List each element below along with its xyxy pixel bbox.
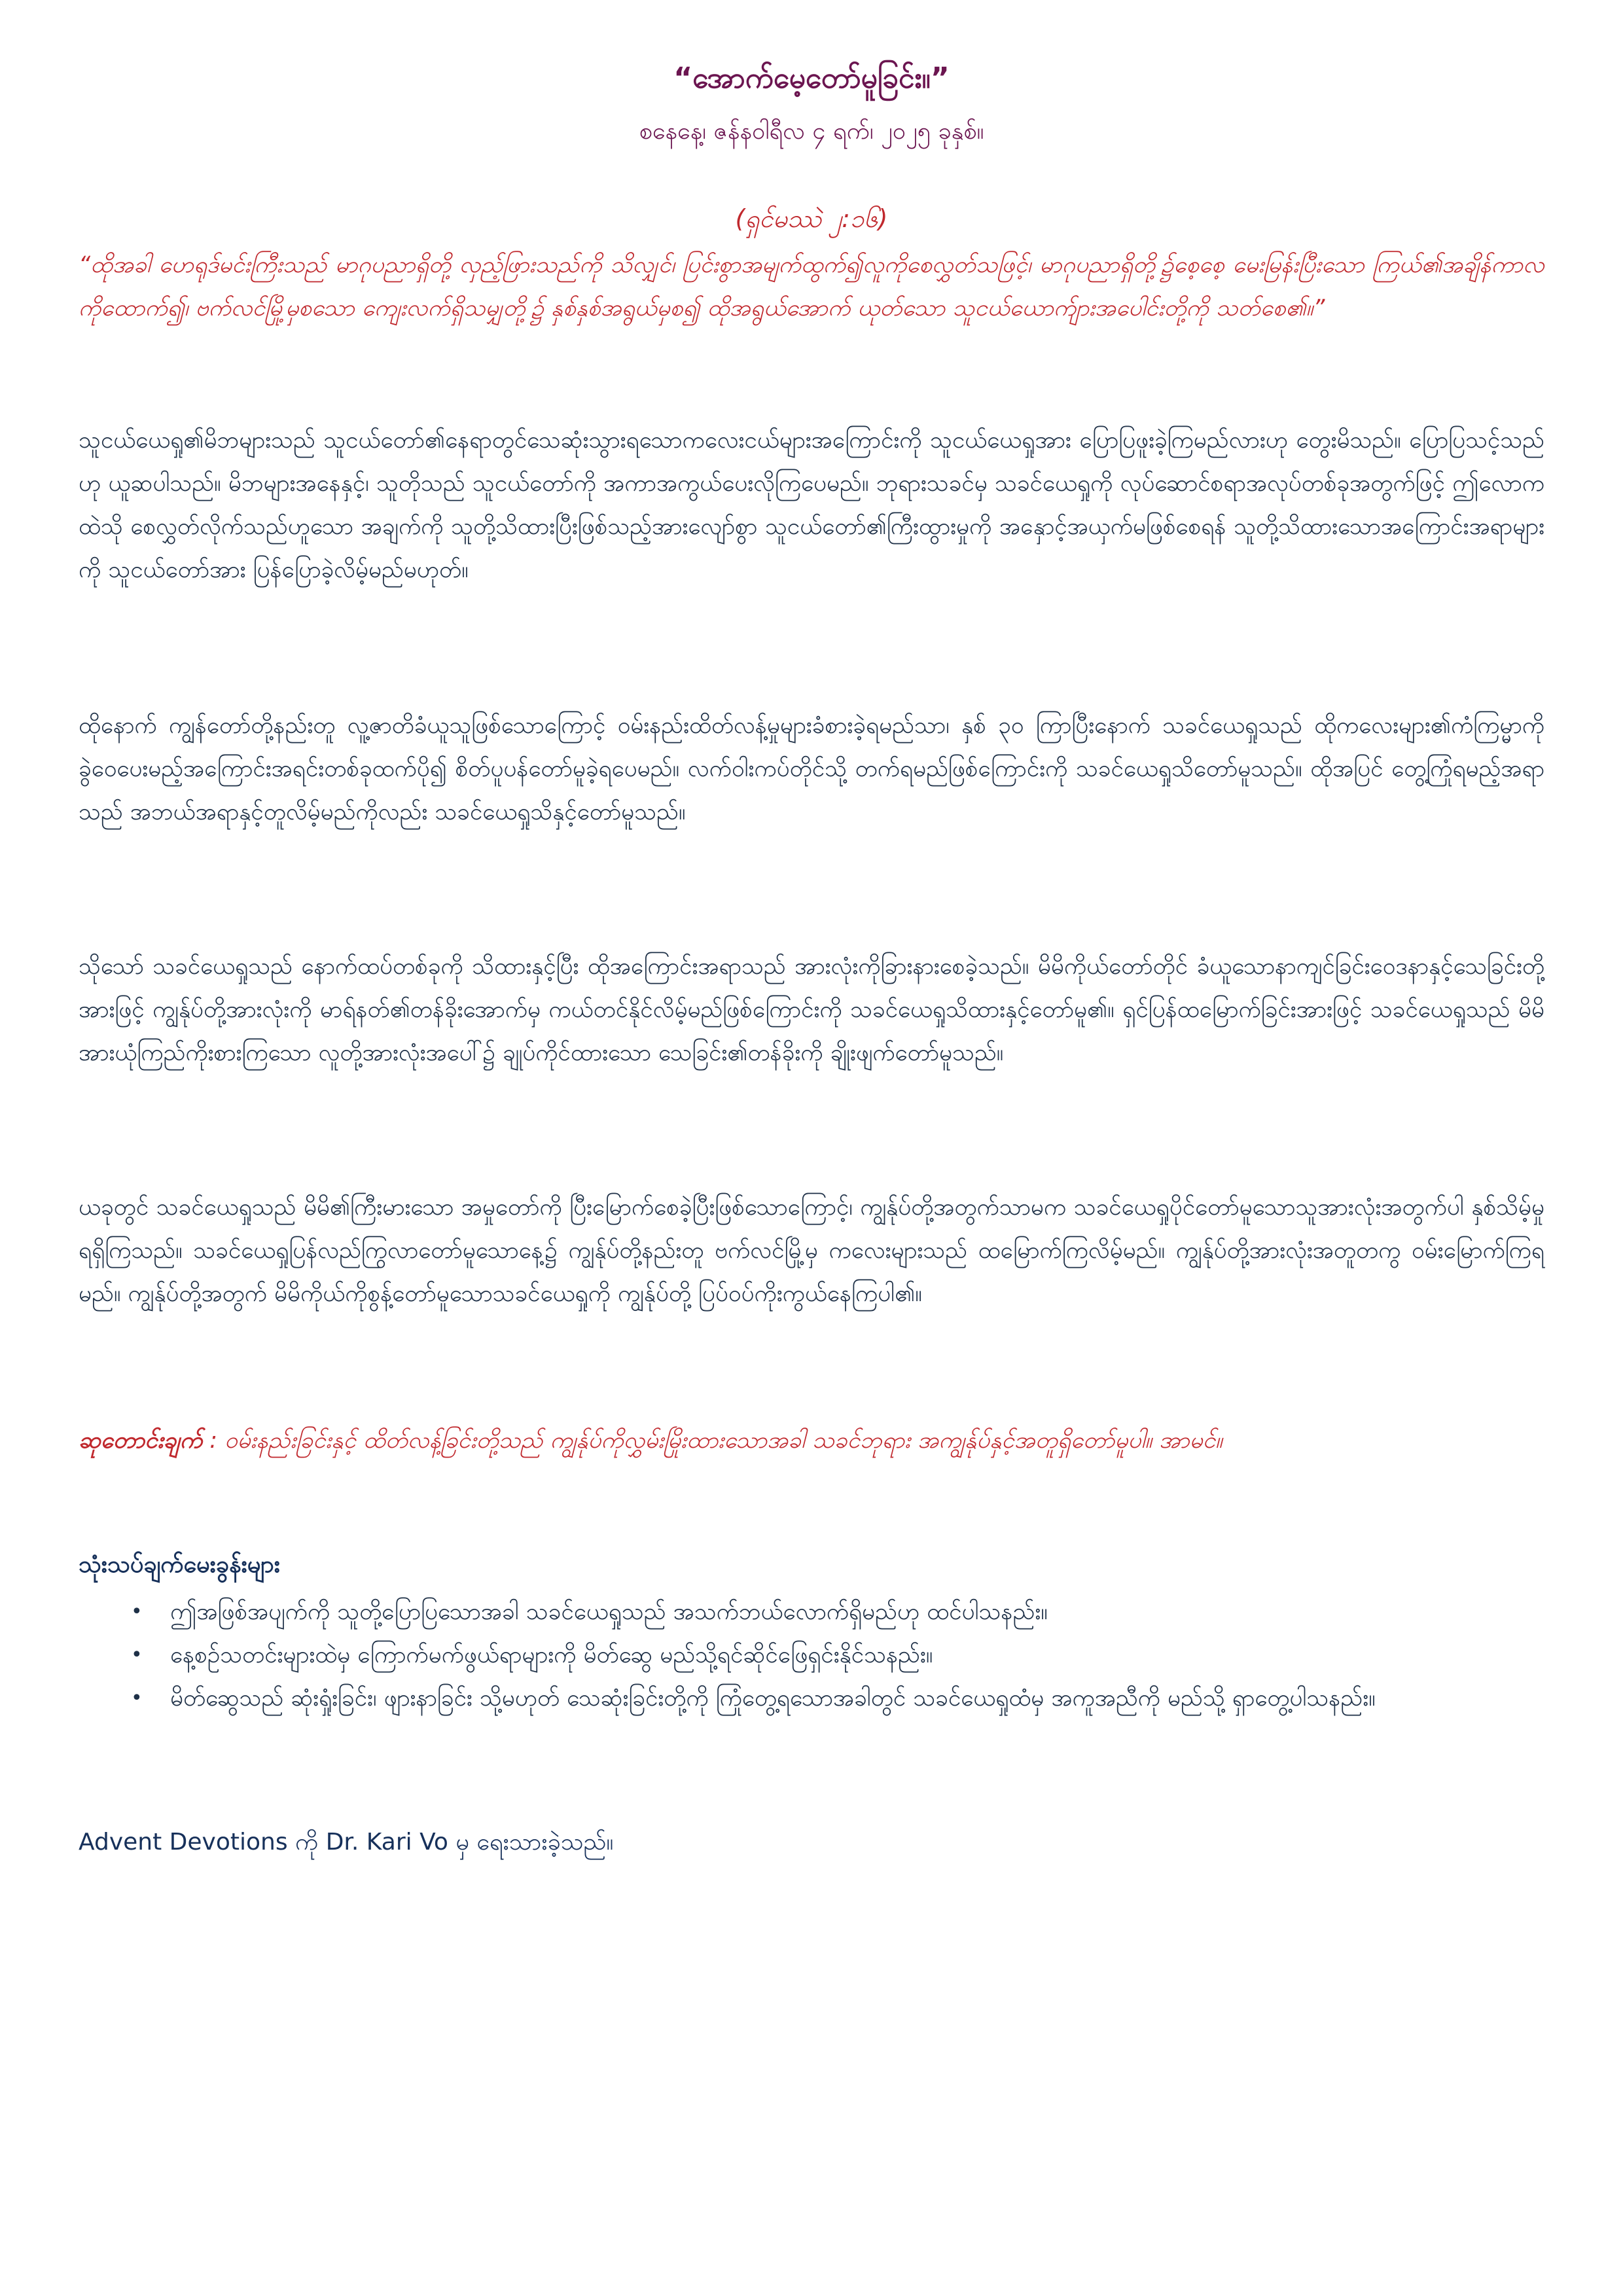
prayer-separator: : <box>202 1427 225 1454</box>
questions-heading: သုံးသပ်ချက်မေးခွန်းများ <box>79 1551 280 1578</box>
bullet-icon: • <box>131 1643 143 1666</box>
body-paragraph-3: သိုသော် သခင်ယေရှုသည် နောက်ထပ်တစ်ခုကို သိထားနှင့်ပြီး ထိုအကြောင်းအရာသည် အားလုံးကိုခြားနားစေခဲ့သည်။ မိမိကိုယ်တော်တိုင် ခံယူသောနာကျင်ခြင်းဝေဒနာနှင့်သေခြင်းတို့အားဖြင့် ကျွန်ုပ်တို့အားလုံးကို မာရ်နတ်၏တန်ခိုးအောက်မှ ကယ်တင်နိုင်လိမ့်မည်ဖြစ်ကြောင်းကို သခင်ယေရှုသိထားနှင့်တော်မူ၏။ ရှင်ပြန်ထမြောက်ခြင်းအားဖြင့် သခင်ယေရှုသည် မိမိအားယုံကြည်ကိုးစားကြသော လူတို့အားလုံးအပေါ်၌ ချုပ်ကိုင်ထားသော သေခြင်း၏တန်ခိုးကို ချိုးဖျက်တော်မူသည်။ <box>79 954 1544 1066</box>
body-paragraph-4: ယခုတွင် သခင်ယေရှုသည် မိမိ၏ကြီးမားသော အမှုတော်ကို ပြီးမြောက်စေခဲ့ပြီးဖြစ်သောကြောင့်၊ ကျွန်ုပ်တို့အတွက်သာမက သခင်ယေရှုပိုင်တော်မူသောသူအားလုံးအတွက်ပါ နှစ်သိမ့်မှုရရှိကြသည်။ သခင်ယေရှုပြန်လည်ကြွလာတော်မူသောနေ့၌ ကျွန်ုပ်တို့နည်းတူ ဗက်လင်မြို့မှ ကလေးများသည် ထမြောက်ကြလိမ့်မည်။ ကျွန်ုပ်တို့အားလုံးအတူတကွ ဝမ်းမြောက်ကြရမည်။ ကျွန်ုပ်တို့အတွက် မိမိကိုယ်ကိုစွန့်တော်မူသောသခင်ယေရှုကို ကျွန်ုပ်တို့ ပြပ်ဝပ်ကိုးကွယ်နေကြပါ၏။ <box>79 1194 1544 1307</box>
bullet-icon: • <box>131 1687 143 1710</box>
body-paragraph-2: ထိုနောက် ကျွန်တော်တို့နည်းတူ လူ့ဇာတိခံယူသူဖြစ်သောကြောင့် ဝမ်းနည်းထိတ်လန့်မှုများခံစားခဲ့ရမည်သာ၊ နှစ် ၃၀ ကြာပြီးနောက် သခင်ယေရှုသည် ထိုကလေးများ၏ကံကြမ္မာကို ခွဲဝေပေးမည့်အကြောင်းအရင်းတစ်ခုထက်ပို၍ စိတ်ပူပန်တော်မူခဲ့ရပေမည်။ လက်ဝါးကပ်တိုင်သို့ တက်ရမည်ဖြစ်ကြောင်းကို သခင်ယေရှုသိတော်မူသည်။ ထိုအပြင် တွေ့ကြုံရမည့်အရာသည် အဘယ်အရာနှင့်တူလိမ့်မည်ကိုလည်း သခင်ယေရှုသိနှင့်တော်မူသည်။ <box>79 713 1544 825</box>
question-item <box>79 1634 1544 1677</box>
prayer-text: ဝမ်းနည်းခြင်းနှင့် ထိတ်လန့်ခြင်းတို့သည် ကျွန်ုပ်ကိုလွှမ်းမြိုးထားသောအခါ သခင်ဘုရား အကျွန်ုပ်နှင့်အတူရှိတော်မူပါ။ အာမင်။ <box>224 1427 1222 1454</box>
questions-list <box>79 1590 1544 1720</box>
question-text: နေ့စဉ်သတင်းများထဲမှ ကြောက်မက်ဖွယ်ရာများကို မိတ်ဆွေ မည်သို့ရင်ဆိုင်ဖြေရှင်းနိုင်သနည်း။ <box>170 1642 933 1668</box>
scripture-reference: (ရှင်မဿဲ ၂:၁၆) <box>735 204 888 233</box>
question-item <box>79 1677 1544 1720</box>
bullet-icon: • <box>131 1600 143 1623</box>
question-text: မိတ်ဆွေသည် ဆုံးရှုံးခြင်း၊ ဖျားနာခြင်း သို့မဟုတ် သေဆုံးခြင်းတို့ကို ကြုံတွေ့ရသောအခါတွင် သခင်ယေရှုထံမှ အကူအညီကို မည်သို့ ရှာတွေ့ပါသနည်း။ <box>170 1685 1376 1712</box>
page-title: “အောက်မေ့တော်မူခြင်း။” <box>673 62 950 95</box>
author-credit: Advent Devotions ကို Dr. Kari Vo မှ ရေးသားခဲ့သည်။ <box>79 1829 614 1856</box>
prayer-label: ဆုတောင်းချက် <box>79 1427 203 1454</box>
question-item <box>79 1590 1544 1634</box>
prayer <box>79 1419 1544 1462</box>
question-text: ဤအဖြစ်အပျက်ကို သူတို့ပြောပြသောအခါ သခင်ယေရှုသည် အသက်ဘယ်လောက်ရှိမည်ဟု ထင်ပါသနည်း။ <box>170 1599 1048 1625</box>
body-paragraph-1: သူငယ်ယေရှု၏မိဘများသည် သူငယ်တော်၏နေရာတွင်သေဆုံးသွားရသောကလေးငယ်များအကြောင်းကို သူငယ်ယေရှုအား ပြောပြဖူးခဲ့ကြမည်လားဟု တွေးမိသည်။ ပြောပြသင့်သည်ဟု ယူဆပါသည်။ မိဘများအနေနှင့်၊ သူတိုသည် သူငယ်တော်ကို အကာအကွယ်ပေးလိုကြပေမည်။ ဘုရားသခင်မှ သခင်ယေရှုကို လုပ်ဆောင်စရာအလုပ်တစ်ခုအတွက်ဖြင့် ဤလောကထဲသို စေလွှတ်လိုက်သည်ဟူသော အချက်ကို သူတို့သိထားပြီးဖြစ်သည့်အားလျော်စွာ သူငယ်တော်၏ကြီးထွားမှုကို အနှောင့်အယှက်မဖြစ်စေရန် သူတို့သိထားသောအကြောင်းအရာများကို သူငယ်တော်အား ပြန်ပြောခဲ့လိမ့်မည်မဟုတ်။ <box>79 427 1544 583</box>
scripture-verse: “ထိုအခါ ဟေရုဒ်မင်းကြီးသည် မာဂုပညာရှိတို့ လှည့်ဖြားသည်ကို သိလျှင်၊ ပြင်းစွာအမျက်ထွက်၍လူကိုစေလွှတ်သဖြင့်၊ မာဂုပညာရှိတို့၌စေ့စေ့ မေးမြန်းပြီးသော ကြယ်၏အချိန်ကာလကိုထောက်၍၊ ဗက်လင်မြို့မှစသော ကျေးလက်ရှိသမျှတို့၌ နှစ်နှစ်အရွယ်မှစ၍ ထိုအရွယ်အောက် ယုတ်သော သူငယ်ယောက်ျားအပေါင်းတို့ကို သတ်စေ၏။” <box>79 252 1544 321</box>
devotion-date: စနေနေ့၊ ဇန်နဝါရီလ ၄ ရက်၊ ၂၀၂၅ ခုနှစ်။ <box>639 118 984 145</box>
